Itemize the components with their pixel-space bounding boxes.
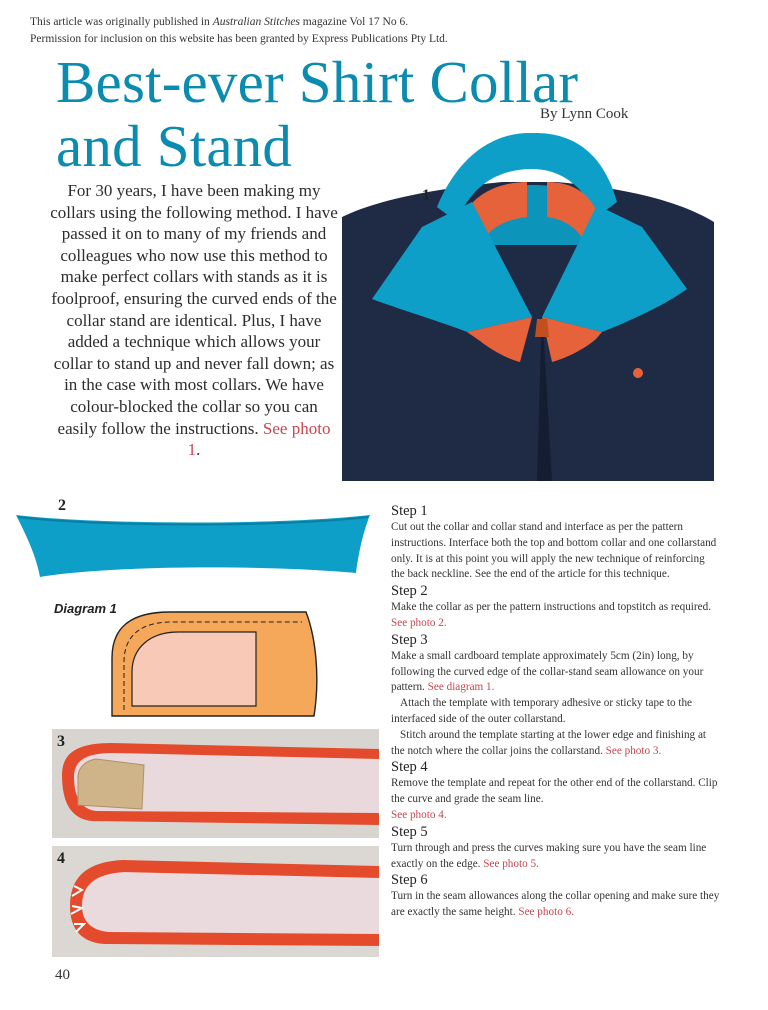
step-6-body: [391, 889, 721, 921]
step-4-heading: Step 4: [391, 759, 428, 776]
step-3-text-2: Attach the template with temporary adhesive or sticky tape to the interfaced side of the outer collarstand.: [391, 697, 693, 725]
step-3-body-3: [391, 728, 721, 760]
step-3: [391, 632, 721, 760]
photo-3-number: 3: [57, 733, 65, 750]
step-3-text-1: Make a small cardboard template approximately 5cm (2in) long, by following the curved edge of the collar-stand seam allowance on your pattern.: [391, 649, 704, 694]
collar-piece-illustration: [12, 495, 374, 587]
diagram-1-label: Diagram 1: [54, 601, 117, 616]
step-5-body: [391, 841, 721, 873]
step-2-text: Make the collar as per the pattern instructions and topstitch as required.: [391, 601, 711, 614]
copyright-notice: [30, 14, 448, 48]
step-5-text: Turn through and press the curves making sure you have the seam line exactly on the edge.: [391, 841, 707, 870]
intro-paragraph: For 30 years, I have been making my collars using the following method. I have passed it on to many of my friends and colleagues who now use this method to make perfect collars with stands as it is foolproof, ensuring the curved ends of the collar stand are identical. Plus, I have added a technique which allows your collar to stand up and never fall down; as in the case with most collars. We have colour-blocked the collar so you can easily follow the instructions. See photo 1.: [50, 181, 338, 460]
step-2: [391, 583, 721, 632]
photo-4-clipped-curve: [52, 846, 379, 957]
steps-column: [391, 503, 721, 921]
step-3-body-1: [391, 649, 721, 696]
shirt-collar-illustration: [342, 127, 714, 481]
photo-2-number: 2: [58, 497, 66, 514]
step-1-text: Cut out the collar and collar stand and interface as per the pattern instructions. Interface both the top and bottom collar and one collarstand only. It is at this point you will apply the new technique of reinforcing the back neckline. See the end of the article for this technique.: [391, 521, 717, 581]
step-1-heading: Step 1: [391, 503, 428, 519]
step-4-text: Remove the template and repeat for the other end of the collarstand. Clip the curve and grade the seam line.: [391, 777, 718, 806]
notice-line-1: This article was originally published in Australian Stitches magazine Vol 17 No 6.: [30, 16, 409, 28]
step-6-text: Turn in the seam allowances along the collar opening and make sure they are exactly the same height.: [391, 890, 720, 919]
step-4: [391, 759, 721, 823]
photo-4-number: 4: [57, 850, 65, 867]
title-line-2: and Stand: [56, 113, 293, 179]
collar-stand-clipped: [52, 846, 379, 957]
step-2-heading: Step 2: [391, 583, 428, 600]
step-6-photo-link[interactable]: See photo 6.: [518, 906, 574, 919]
photo-3-template-stitching: [52, 729, 379, 838]
notice-line-2: Permission for inclusion on this website has been granted by Express Publications Pty Ltd.: [30, 33, 448, 45]
step-6: [391, 872, 721, 921]
step-3-diagram-link[interactable]: See diagram 1.: [427, 681, 495, 694]
step-6-heading: Step 6: [391, 872, 428, 889]
page-number: 40: [55, 967, 70, 983]
step-3-photo-link[interactable]: See photo 3.: [605, 744, 662, 757]
byline: By Lynn Cook: [540, 106, 629, 122]
step-5-photo-link[interactable]: See photo 5.: [483, 857, 539, 870]
step-2-photo-link[interactable]: See photo 2.: [391, 616, 447, 629]
step-5: [391, 824, 721, 873]
step-3-heading: Step 3: [391, 631, 428, 648]
step-2-body: [391, 600, 721, 632]
photo-2-collar-piece: [12, 495, 374, 587]
collar-stand-with-template: [52, 729, 379, 838]
step-1: [391, 503, 721, 583]
step-3-text-3: Stitch around the template starting at the lower edge and finishing at the notch where the collar joins the collarstand.: [391, 728, 707, 757]
intro-photo-link[interactable]: See photo 1: [187, 418, 331, 460]
step-5-heading: Step 5: [391, 823, 428, 840]
photo-1-shirt-collar: [342, 127, 714, 481]
title-line-1: Best-ever Shirt Collar: [56, 49, 579, 115]
diagram-1: [20, 598, 380, 718]
photo-1-number: 1: [422, 187, 430, 204]
diagram-1-drawing: [20, 598, 380, 718]
magazine-name: Australian Stitches: [212, 16, 300, 28]
step-4-photo-link[interactable]: See photo 4.: [391, 808, 447, 821]
